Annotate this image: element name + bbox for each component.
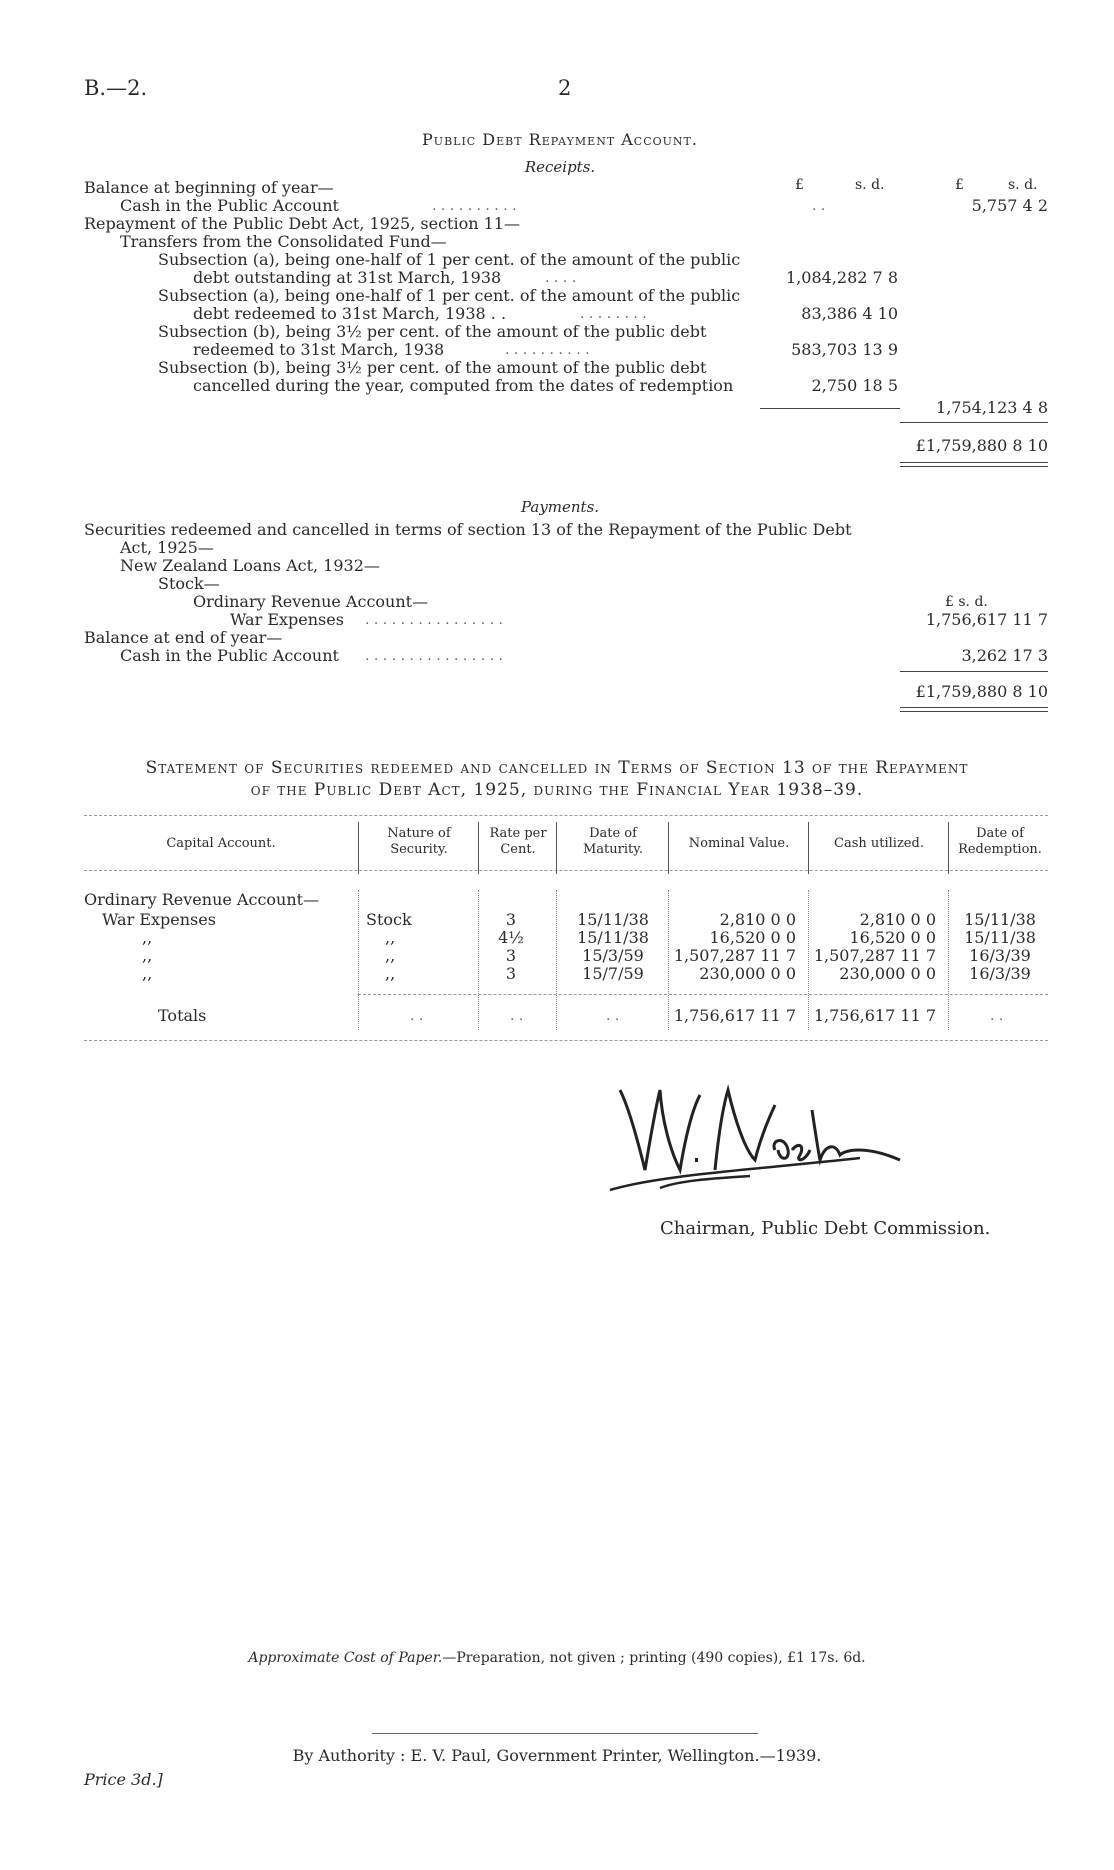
table-cell: 15/3/59 — [582, 946, 644, 965]
receipts-line: debt outstanding at 31st March, 1938 — [193, 268, 502, 287]
receipts-line: Repayment of the Public Debt Act, 1925, section 11— — [84, 214, 520, 233]
table-cell: 15/11/38 — [964, 910, 1036, 929]
column-divider — [358, 822, 359, 874]
table-cell: ,, — [385, 946, 396, 965]
receipts-line: redeemed to 31st March, 1938 — [193, 340, 445, 359]
table-cell: 4½ — [498, 928, 524, 947]
column-divider — [948, 822, 949, 874]
table-cell: 1,507,287 11 7 — [673, 946, 796, 965]
table-cell: 15/11/38 — [964, 928, 1036, 947]
payments-line: New Zealand Loans Act, 1932— — [120, 556, 380, 575]
table-cell: 16,520 0 0 — [709, 928, 796, 947]
page-number: 2 — [558, 76, 572, 100]
receipts-line: Subsection (b), being 3½ per cent. of the amount of the public debt — [158, 358, 707, 377]
receipts-line: debt redeemed to 31st March, 1938 . . — [193, 304, 507, 323]
footer-rule — [372, 1733, 758, 1734]
document-reference: B.—2. — [84, 76, 148, 100]
table-cell: 16,520 0 0 — [849, 928, 936, 947]
payments-line: Stock— — [158, 574, 220, 593]
col2-pound-header: £ — [955, 177, 964, 193]
payments-line: War Expenses — [230, 610, 344, 629]
column-header: Date of Redemption. — [958, 826, 1042, 857]
table-cell: War Expenses — [102, 910, 216, 929]
col1-pound-header: £ — [795, 177, 804, 193]
totals-rule — [358, 994, 1048, 995]
payments-line: Cash in the Public Account — [120, 646, 339, 665]
leader-dots: . . . . . . . . . . . . . . . . — [365, 612, 503, 628]
table-cell: 3 — [505, 910, 517, 929]
table-cell: Stock — [366, 910, 412, 929]
payments-currency-header: £ s. d. — [945, 594, 988, 610]
table-cell: 15/11/38 — [577, 928, 649, 947]
column-header: Date of Maturity. — [582, 826, 643, 857]
receipts-line: Subsection (a), being one-half of 1 per cent. of the amount of the public — [158, 250, 741, 269]
column-divider — [808, 822, 809, 874]
double-rule — [900, 707, 1048, 708]
table-cell: 1,507,287 11 7 — [813, 946, 936, 965]
leader-dots: . . — [606, 1008, 620, 1024]
price: Price 3d.] — [84, 1770, 163, 1789]
receipts-total: £1,759,880 8 10 — [915, 436, 1048, 455]
receipts-amount: 583,703 13 9 — [791, 340, 898, 359]
total-rule — [900, 422, 1048, 423]
table-cell: 3 — [505, 946, 517, 965]
table-cell: 15/7/59 — [582, 964, 644, 983]
column-divider — [556, 890, 557, 1030]
authority-line: By Authority : E. V. Paul, Government Printer, Wellington.—1939. — [292, 1746, 822, 1765]
receipts-amount: 2,750 18 5 — [811, 376, 898, 395]
receipts-line: Cash in the Public Account — [120, 196, 339, 215]
leader-dots: . . . . . . . . — [580, 306, 647, 322]
column-divider — [948, 890, 949, 1030]
payments-line: Securities redeemed and cancelled in terms of section 13 of the Repayment of the Public Debt — [84, 520, 852, 539]
payments-line: Balance at end of year— — [84, 628, 283, 647]
leader-dots: . . — [510, 1008, 524, 1024]
table-cell: ,, — [385, 964, 396, 983]
column-divider — [808, 890, 809, 1030]
column-header: Cash utilized. — [834, 836, 924, 851]
table-cell: 16/3/39 — [969, 964, 1031, 983]
table-header-rule — [84, 870, 1048, 871]
payments-amount: 1,756,617 11 7 — [925, 610, 1048, 629]
column-divider — [478, 822, 479, 874]
receipts-line: Subsection (b), being 3½ per cent. of the amount of the public debt — [158, 322, 707, 341]
receipts-line: Transfers from the Consolidated Fund— — [120, 232, 447, 251]
table-cell: 15/11/38 — [577, 910, 649, 929]
payments-total: £1,759,880 8 10 — [915, 682, 1048, 701]
column-divider — [478, 890, 479, 1030]
signatory-role: Chairman, Public Debt Commission. — [660, 1218, 991, 1239]
leader-dots: . . . . — [545, 270, 577, 286]
leader-dots: . . . . . . . . . . — [432, 198, 517, 214]
column-header: Nature of Security. — [387, 826, 451, 857]
receipts-amount: 1,084,282 7 8 — [786, 268, 898, 287]
column-divider — [556, 822, 557, 874]
double-rule — [900, 466, 1048, 467]
receipts-line: Balance at beginning of year— — [84, 178, 334, 197]
column-header: Nominal Value. — [688, 836, 790, 851]
totals-nominal: 1,756,617 11 7 — [673, 1006, 796, 1025]
table-top-rule — [84, 815, 1048, 816]
col1-sd-header: s. d. — [855, 177, 885, 193]
table-cell: 2,810 0 0 — [719, 910, 796, 929]
receipts-subtotal: 1,754,123 4 8 — [936, 398, 1048, 417]
table-cell: 230,000 0 0 — [839, 964, 936, 983]
column-divider — [668, 890, 669, 1030]
leader-dots: . . — [410, 1008, 424, 1024]
column-header: Capital Account. — [166, 836, 276, 851]
totals-label: Totals — [158, 1006, 207, 1025]
total-rule — [900, 671, 1048, 672]
receipts-amount: 83,386 4 10 — [801, 304, 898, 323]
table-bottom-rule — [84, 1040, 1048, 1041]
receipts-amount: 5,757 4 2 — [971, 196, 1048, 215]
table-cell: ,, — [142, 946, 153, 965]
column-divider — [668, 822, 669, 874]
leader-dots: . . — [990, 1008, 1004, 1024]
table-cell: ,, — [142, 928, 153, 947]
payments-line: Ordinary Revenue Account— — [193, 592, 429, 611]
leader-dots: . . — [812, 198, 826, 214]
column-header: Rate per Cent. — [489, 826, 547, 857]
table-cell: ,, — [142, 964, 153, 983]
receipts-line: cancelled during the year, computed from the dates of redemption — [193, 376, 734, 395]
signature-image — [600, 1050, 920, 1200]
leader-dots: . . . . . . . . . . — [505, 342, 590, 358]
col2-sd-header: s. d. — [1008, 177, 1038, 193]
statement-title: Statement of Securities redeemed and cancelled in Terms of Section 13 of the Repayment — [145, 758, 969, 778]
group-label: Ordinary Revenue Account— — [84, 890, 320, 909]
subtotal-rule — [760, 408, 900, 409]
section-title: Public Debt Repayment Account. — [422, 130, 698, 149]
payments-heading: Payments. — [520, 498, 600, 516]
totals-cash: 1,756,617 11 7 — [813, 1006, 936, 1025]
cost-note: Approximate Cost of Paper.—Preparation, not given ; printing (490 copies), £1 17s. 6d. — [248, 1650, 866, 1666]
column-divider — [358, 890, 359, 1030]
payments-amount: 3,262 17 3 — [961, 646, 1048, 665]
table-cell: 230,000 0 0 — [699, 964, 796, 983]
table-cell: 3 — [505, 964, 517, 983]
double-rule — [900, 711, 1048, 712]
statement-title: of the Public Debt Act, 1925, during the Financial Year 1938–39. — [250, 780, 864, 800]
leader-dots: . . . . . . . . . . . . . . . . — [365, 648, 503, 664]
payments-line: Act, 1925— — [120, 538, 214, 557]
table-cell: 16/3/39 — [969, 946, 1031, 965]
receipts-line: Subsection (a), being one-half of 1 per cent. of the amount of the public — [158, 286, 741, 305]
table-cell: 2,810 0 0 — [859, 910, 936, 929]
table-cell: ,, — [385, 928, 396, 947]
receipts-heading: Receipts. — [524, 158, 596, 176]
double-rule — [900, 462, 1048, 463]
